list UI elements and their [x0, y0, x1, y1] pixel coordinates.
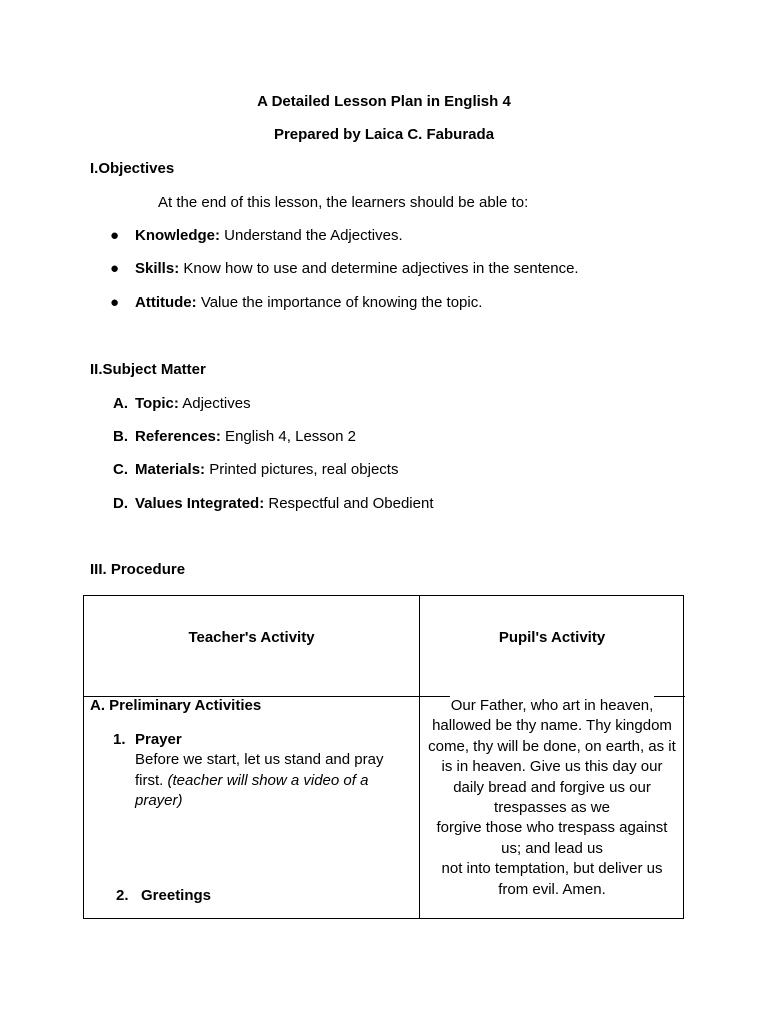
list-letter: A. [113, 395, 128, 412]
list-letter: C. [113, 461, 128, 478]
pupil-activity-header: Pupil's Activity [498, 629, 606, 646]
list-letter: D. [113, 495, 128, 512]
subject-text: English 4, Lesson 2 [220, 428, 356, 445]
list-letter: B. [113, 428, 128, 445]
prayer-line: come, thy will be done, on earth, as it [428, 737, 676, 755]
objective-text: Understand the Adjectives. [220, 227, 403, 244]
step-number: 1. [113, 731, 126, 748]
objectives-heading: I.Objectives [90, 160, 175, 177]
step-prayer-line3 [135, 791, 183, 811]
author-line: Prepared by Laica C. Faburada [273, 126, 495, 143]
procedure-heading: III. Procedure [90, 561, 186, 578]
step-prayer-line2-plain: first. [135, 772, 168, 789]
step-prayer-title: Prayer [135, 731, 182, 748]
objective-label: Knowledge: [135, 227, 220, 244]
bullet-icon: ● [110, 294, 120, 311]
prayer-line: us; and lead us [501, 839, 603, 857]
subject-text: Respectful and Obedient [264, 495, 434, 512]
objectives-intro: At the end of this lesson, the learners should be able to: [158, 194, 529, 211]
pupil-prayer-response [424, 696, 680, 900]
subject-label: Values Integrated: [135, 495, 265, 512]
objective-label: Skills: [135, 260, 180, 277]
step-prayer-line2-italic: (teacher will show a video of a [167, 772, 369, 789]
procedure-table [83, 595, 684, 919]
step-prayer-line3-italic: prayer) [135, 792, 183, 809]
prayer-line: Our Father, who art in heaven, [450, 697, 654, 714]
subject-label: References: [135, 428, 221, 445]
subject-text: Printed pictures, real objects [205, 461, 399, 478]
prayer-line: trespasses as we [494, 799, 610, 817]
objective-label: Attitude: [135, 294, 197, 311]
prayer-line: forgive those who trespass against [436, 819, 668, 837]
bullet-icon: ● [110, 227, 120, 244]
step-prayer-line1: Before we start, let us stand and pray [135, 751, 384, 768]
bullet-icon: ● [110, 260, 120, 277]
prayer-line: hallowed be thy name. Thy kingdom [432, 717, 672, 735]
step-greetings-title: Greetings [141, 887, 212, 904]
prayer-line: not into temptation, but deliver us [441, 860, 663, 878]
step-number: 2. [116, 887, 129, 904]
teacher-activity-header: Teacher's Activity [188, 629, 315, 646]
subject-label: Materials: [135, 461, 206, 478]
subject-text: Adjectives [178, 395, 251, 412]
prayer-line: from evil. Amen. [498, 880, 606, 898]
objective-text: Know how to use and determine adjectives in the sentence. [179, 260, 579, 277]
prayer-line: daily bread and forgive us our [453, 778, 651, 796]
subject-label: Topic: [135, 395, 179, 412]
prayer-line: is in heaven. Give us this day our [441, 758, 663, 776]
step-prayer-line2 [135, 771, 368, 791]
preliminary-activities-label: A. Preliminary Activities [90, 697, 262, 714]
objective-text: Value the importance of knowing the topic. [196, 294, 483, 311]
document-title: A Detailed Lesson Plan in English 4 [257, 93, 511, 110]
subject-matter-heading: II.Subject Matter [90, 361, 206, 378]
